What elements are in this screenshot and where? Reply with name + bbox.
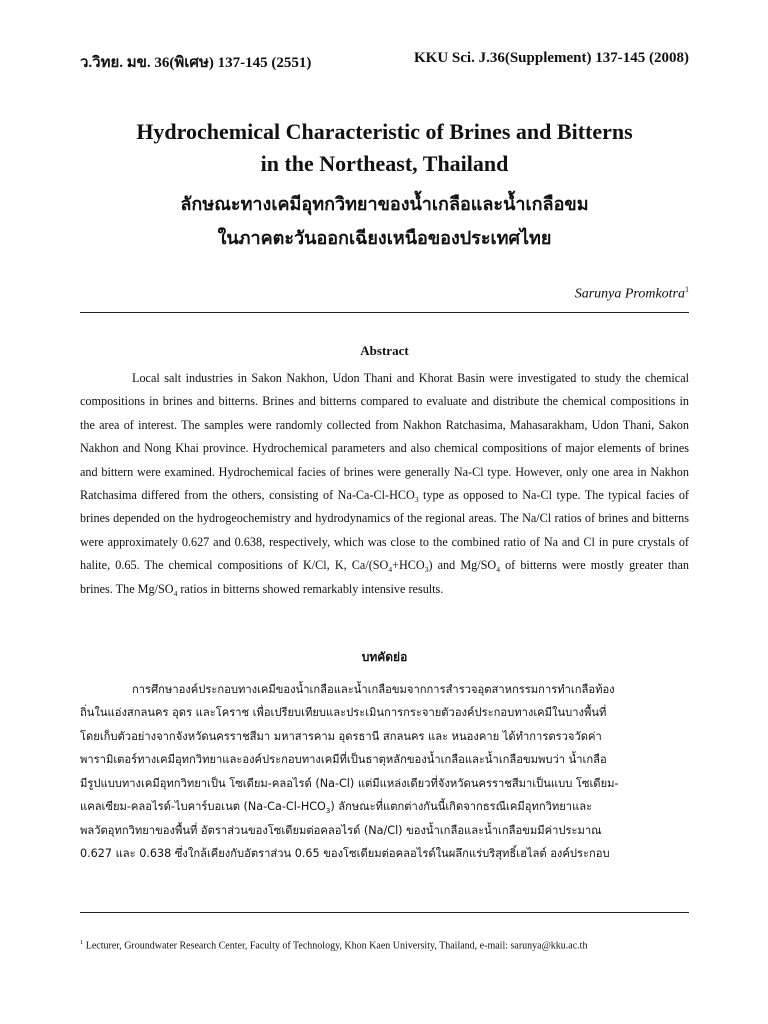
footnote-text: Lecturer, Groundwater Research Center, Faculty of Technology, Khon Kaen University, Thailand, e-mail: sarunya@kku.ac.th xyxy=(83,940,588,952)
title-english-line-2: in the Northeast, Thailand xyxy=(260,151,509,176)
author-affiliation-mark: 1 xyxy=(685,285,689,294)
subscript: 3 xyxy=(424,565,429,575)
thai-abstract-text: ) ลักษณะที่แตกต่างกันนี้เกิดจากธรณีเคมีอุทกวิทยาและ xyxy=(330,800,593,813)
title-english-line-1: Hydrochemical Characteristic of Brines and Bitterns xyxy=(136,119,633,144)
subscript: 4 xyxy=(388,565,393,575)
subscript: 3 xyxy=(414,495,419,505)
abstract-text: Local salt industries in Sakon Nakhon, Udon Thani and Khorat Basin were investigated to study the chemical compositions in brines and bitterns. Brines and bitterns compared to evaluate and distribute the chemical compositions in the area of interest. The samples were randomly collected from Nakhon Ratchasima, Mahasarakham, Udon Thani, Sakon Nakhon and Nong Khai province. Hydrochemical parameters and also chemical compositions of major elements of brines and bittern were examined. Hydrochemical facies of brines were generally Na-Cl type. However, only one area in Nakhon Ratchasima differed from the others, consisting of Na-Ca-Cl-HCO xyxy=(80,371,689,503)
subscript: 4 xyxy=(496,565,500,575)
abstract-text: +HCO xyxy=(392,558,425,573)
footnote xyxy=(80,936,689,953)
thai-abstract-text: แคลเซียม-คลอไรด์-ไบคาร์บอเนต (Na-Ca-Cl-HCO xyxy=(80,800,326,813)
thai-abstract-body xyxy=(80,654,689,866)
footnote-mark: 1 xyxy=(80,939,84,946)
thai-abstract-line: การศึกษาองค์ประกอบทางเคมีของน้ำเกลือและน้ำเกลือขมจากการสำรวจอุตสาหกรรมการทำเกลือท้อง xyxy=(132,682,615,696)
abstract-body xyxy=(80,367,689,601)
thai-abstract-line: พารามิเตอร์ทางเคมีอุทกวิทยาและองค์ประกอบทางเคมีที่เป็นธาตุหลักของน้ำเกลือและน้ำเกลือขมพบว่า น้ำเกลือ xyxy=(80,753,607,766)
abstract-text: type as opposed to Na-Cl type. The typical facies of brines depended on the hydrogeochemistry and hydrodynamics of the regional areas. The Na/Cl ratios of brines and bitterns were approximately 0.627 and 0.638, respectively, which was close to the combined ratio of Na and Cl in pure crystals of halite, 0.65. The chemical compositions of K/Cl, K, Ca/(SO xyxy=(80,488,689,573)
abstract-text: of bitterns were mostly greater than brines. The Mg/SO xyxy=(80,558,689,596)
subscript: 4 xyxy=(173,588,178,598)
title-thai-line-1: ลักษณะทางเคมีอุทกวิทยาของน้ำเกลือและน้ำเกลือขม xyxy=(180,194,589,215)
abstract-text: ) and Mg/SO xyxy=(428,558,497,573)
abstract-paragraph xyxy=(80,367,689,601)
thai-abstract-line: ถิ่นในแอ่งสกลนคร อุดร และโคราช เพื่อเปรียบเทียบและประเมินการกระจายตัวองค์ประกอบทางเคมีในบางพื้นที่ xyxy=(80,706,607,719)
running-head-thai: ว.วิทย. มข. 36(พิเศษ) 137-145 (2551) xyxy=(80,55,312,71)
footnote-divider xyxy=(80,912,689,913)
author xyxy=(575,285,689,303)
running-head-english: KKU Sci. J.36(Supplement) 137-145 (2008) xyxy=(414,50,689,66)
title-block xyxy=(80,116,689,256)
thai-abstract-line: 0.627 และ 0.638 ซึ่งใกล้เคียงกับอัตราส่วน 0.65 ของโซเดียมต่อคลอไรด์ในผลึกแร่บริสุทธิ์เฮไลต์ องค์ประกอบ xyxy=(80,847,610,860)
subscript: 3 xyxy=(325,807,331,815)
thai-abstract-line: พลวัตอุทกวิทยาของพื้นที่ อัตราส่วนของโซเดียมต่อคลอไรด์ (Na/Cl) ของน้ำเกลือและน้ำเกลือขมมีค่าประมาณ xyxy=(80,823,602,837)
header-divider xyxy=(80,312,689,313)
running-head xyxy=(80,50,689,70)
thai-abstract-line: มีรูปแบบทางเคมีอุทกวิทยาเป็น โซเดียม-คลอไรด์ (Na-Cl) แต่มีแหล่งเดียวที่จังหวัดนครราชสีมาเป็นแบบ โซเดียม- xyxy=(80,776,619,790)
author-name: Sarunya Promkotra xyxy=(574,286,685,302)
thai-abstract-heading: บทคัดย่อ xyxy=(361,650,408,664)
thai-abstract-line xyxy=(80,795,689,819)
abstract-text: ratios in bitterns showed remarkably intensive results. xyxy=(177,581,444,596)
title-thai-line-2: ในภาคตะวันออกเฉียงเหนือของประเทศไทย xyxy=(217,228,552,249)
abstract-heading: Abstract xyxy=(360,343,409,358)
thai-abstract-line: โดยเก็บตัวอย่างจากจังหวัดนครราชสีมา มหาสารคาม อุดรธานี สกลนคร และ หนองคาย ได้ทำการตรวจวัดค่า xyxy=(80,729,602,743)
